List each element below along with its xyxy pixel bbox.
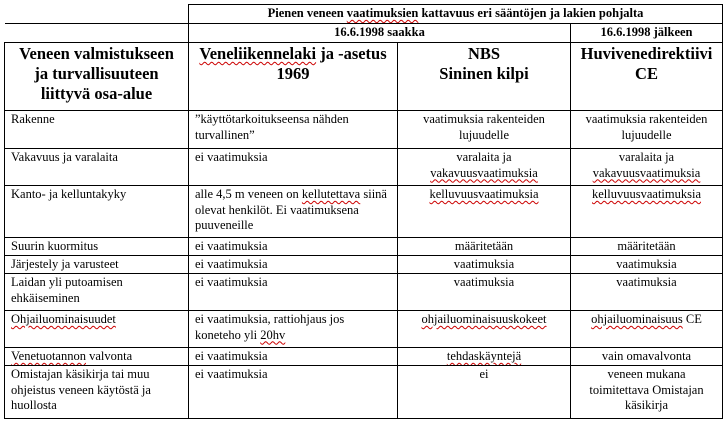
requirements-table: [4, 4, 723, 419]
nbs-cell: määritetään: [398, 238, 571, 256]
column-header-row: [5, 43, 723, 111]
nbs-cell: tehdaskäyntejä: [398, 348, 571, 366]
nbs-cell: varalaita ja vakavuusvaatimuksia: [398, 149, 571, 186]
ce-cell: veneen mukana toimitettava Omistajan käsikirja: [571, 366, 723, 419]
nbs-cell: vaatimuksia rakenteiden lujuudelle: [398, 111, 571, 149]
date-before-header: 16.6.1998 saakka: [189, 24, 571, 43]
law-cell: ei vaatimuksia: [189, 274, 398, 311]
area-cell: Omistajan käsikirja tai muu ohjeistus veneen käytöstä ja huollosta: [5, 366, 189, 419]
area-cell: Järjestely ja varusteet: [5, 256, 189, 274]
area-cell: Rakenne: [5, 111, 189, 149]
nbs-cell: vaatimuksia: [398, 274, 571, 311]
area-cell: Venetuotannon valvonta: [5, 348, 189, 366]
nbs-cell: ei: [398, 366, 571, 419]
ce-cell: vaatimuksia: [571, 256, 723, 274]
nbs-cell: ohjailuominaisuuskokeet: [398, 311, 571, 348]
table-row: [5, 256, 723, 274]
ce-cell: vaatimuksia: [571, 274, 723, 311]
table-row: [5, 186, 723, 238]
nbs-cell: vaatimuksia: [398, 256, 571, 274]
law-cell: alle 4,5 m veneen on kellutettava siinä olevat henkilöt. Ei vaatimuksena puuveneille: [189, 186, 398, 238]
area-column-header: Veneen valmistukseen ja turvallisuuteen liittyvä osa-alue: [5, 43, 189, 111]
law-column-header: Veneliikennelaki ja -asetus 1969: [189, 43, 398, 111]
empty-corner-cell: [5, 5, 189, 24]
law-cell: ei vaatimuksia: [189, 366, 398, 419]
ce-cell: varalaita ja vakavuusvaatimuksia: [571, 149, 723, 186]
ce-cell: ohjailuominaisuus CE: [571, 311, 723, 348]
ce-column-header: Huvivenedirektiivi CE: [571, 43, 723, 111]
law-cell: ei vaatimuksia: [189, 348, 398, 366]
table-row: [5, 238, 723, 256]
empty-date-cell: [5, 24, 189, 43]
area-cell: Suurin kuormitus: [5, 238, 189, 256]
top-header-row: [5, 5, 723, 24]
law-cell: ei vaatimuksia, rattiohjaus jos koneteho yli 20hv: [189, 311, 398, 348]
law-cell: ei vaatimuksia: [189, 238, 398, 256]
area-cell: Ohjailuominaisuudet: [5, 311, 189, 348]
area-cell: Laidan yli putoamisen ehkäiseminen: [5, 274, 189, 311]
ce-cell: vain omavalvonta: [571, 348, 723, 366]
table-row: [5, 274, 723, 311]
law-cell: ei vaatimuksia: [189, 149, 398, 186]
date-row: [5, 24, 723, 43]
date-after-header: 16.6.1998 jälkeen: [571, 24, 723, 43]
area-cell: Vakavuus ja varalaita: [5, 149, 189, 186]
nbs-cell: kelluvuusvaatimuksia: [398, 186, 571, 238]
area-cell: Kanto- ja kelluntakyky: [5, 186, 189, 238]
law-cell: ei vaatimuksia: [189, 256, 398, 274]
table-row: [5, 311, 723, 348]
table-row: [5, 348, 723, 366]
ce-cell: kelluvuusvaatimuksia: [571, 186, 723, 238]
law-cell: ”käyttötarkoitukseensa nähden turvallinen”: [189, 111, 398, 149]
table-row: [5, 149, 723, 186]
table-title: Pienen veneen vaatimuksien kattavuus eri sääntöjen ja lakien pohjalta: [189, 5, 723, 24]
ce-cell: vaatimuksia rakenteiden lujuudelle: [571, 111, 723, 149]
nbs-column-header: NBS Sininen kilpi: [398, 43, 571, 111]
table-row: [5, 366, 723, 419]
ce-cell: määritetään: [571, 238, 723, 256]
table-row: [5, 111, 723, 149]
